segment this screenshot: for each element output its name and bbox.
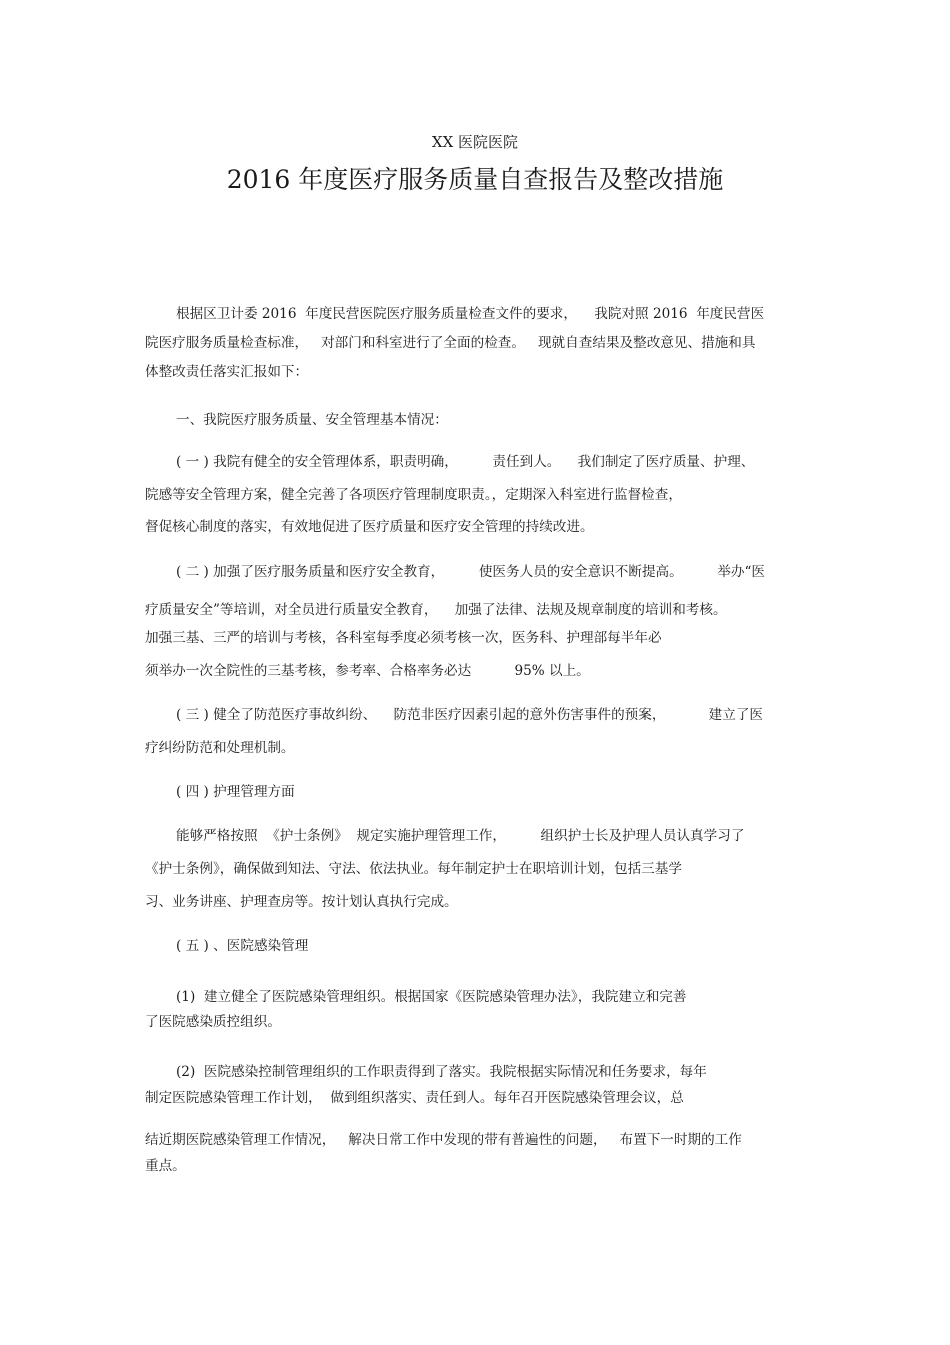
paragraph-line: ( 一 ) 我院有健全的安全管理体系，职责明确， 责任到人。 我们制定了医疗质量、护理、	[176, 454, 755, 470]
paragraph-line: 疗纠纷防范和处理机制。	[145, 740, 295, 756]
paragraph-line: 体整改责任落实汇报如下：	[145, 364, 309, 380]
paragraph-line: 院医疗服务质量检查标准， 对部门和科室进行了全面的检查。 现就自查结果及整改意见、措施和具	[145, 335, 756, 351]
paragraph-line: 须举办一次全院性的三基考核，参考率、合格率务必达 95% 以上。	[145, 663, 590, 679]
paragraph-line: 结近期医院感染管理工作情况， 解决日常工作中发现的带有普遍性的问题， 布置下一时期的工作	[145, 1132, 742, 1148]
document-title: 2016 年度医疗服务质量自查报告及整改措施	[226, 165, 724, 194]
paragraph-line: 加强三基、三严的培训与考核，各科室每季度必须考核一次，医务科、护理部每半年必	[145, 630, 662, 646]
paragraph-line: 了医院感染质控组织。	[145, 1014, 281, 1030]
paragraph-line: 制定医院感染管理工作计划， 做到组织落实、责任到人。每年召开医院感染管理会议，总	[145, 1090, 684, 1106]
hospital-name: XX 医院医院	[431, 133, 519, 151]
paragraph-line: 督促核心制度的落实，有效地促进了医疗质量和医疗安全管理的持续改进。	[145, 519, 594, 535]
paragraph-line: ( 三 ) 健全了防范医疗事故纠纷、 防范非医疗因素引起的意外伤害事件的预案， 建立了医	[176, 707, 764, 723]
paragraph-line: 根据区卫计委 2016 年度民营医院医疗服务质量检查文件的要求， 我院对照 2016 年度民营医	[176, 306, 765, 322]
paragraph-line: 能够严格按照 《护士条例》 规定实施护理管理工作， 组织护士长及护理人员认真学习了	[176, 828, 745, 844]
paragraph-line: ( 二 ) 加强了医疗服务质量和医疗安全教育， 使医务人员的安全意识不断提高。 举办“医	[176, 564, 766, 580]
paragraph-line: 《护士条例》，确保做到知法、守法、依法执业。每年制定护士在职培训计划，包括三基学	[145, 861, 682, 877]
paragraph-line: 疗质量安全”等培训，对全员进行质量安全教育， 加强了法律、法规及规章制度的培训和考核。	[145, 602, 727, 618]
paragraph-line: (1) 建立健全了医院感染管理组织。根据国家《医院感染管理办法》，我院建立和完善	[176, 989, 687, 1005]
section-heading: ( 四 ) 护理管理方面	[176, 784, 295, 800]
paragraph-line: 院感等安全管理方案，健全完善了各项医疗管理制度职责。，定期深入科室进行监督检查，	[145, 487, 682, 503]
paragraph-line: 重点。	[145, 1158, 186, 1174]
section-heading: ( 五 ) 、医院感染管理	[176, 938, 309, 954]
section-heading: 一、我院医疗服务质量、安全管理基本情况：	[176, 412, 448, 428]
paragraph-line: (2) 医院感染控制管理组织的工作职责得到了落实。我院根据实际情况和任务要求，每年	[176, 1064, 707, 1080]
paragraph-line: 习、业务讲座、护理查房等。按计划认真执行完成。	[145, 894, 458, 910]
